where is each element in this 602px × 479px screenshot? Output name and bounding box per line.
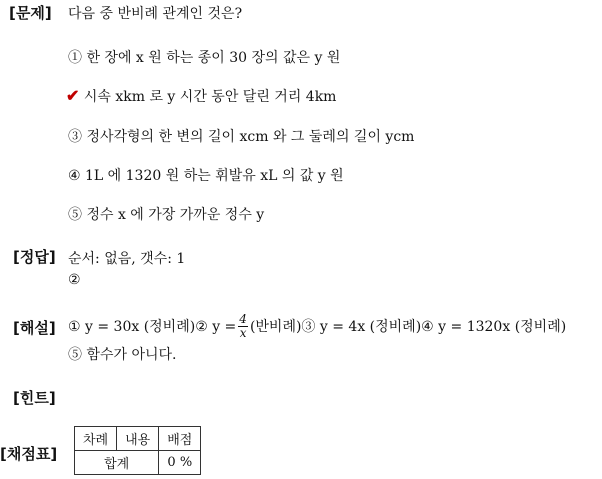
option-4-marker: ④ (68, 168, 81, 184)
option-5-text: 정수 x 에 가장 가까운 정수 y (86, 207, 265, 223)
explanation-part-1: ① y = 30x (정비례)② y = (68, 319, 237, 335)
option-5[interactable] (68, 204, 264, 224)
rubric-label: [채점표] (0, 445, 58, 463)
answer-value: ② (68, 272, 81, 288)
rubric-total-row (75, 451, 201, 475)
question-text: 다음 중 반비례 관계인 것은? (68, 6, 243, 22)
option-1-marker: ① (68, 50, 82, 66)
rubric-header-score: 배점 (159, 427, 201, 451)
rubric-header-content: 내용 (117, 427, 159, 451)
option-3[interactable] (68, 126, 414, 146)
option-4[interactable] (68, 165, 344, 185)
rubric-header-row (75, 427, 201, 451)
rubric-table (74, 426, 201, 475)
answer-label: [정답] (13, 248, 56, 266)
rubric-total-label: 합계 (75, 451, 159, 475)
problem-label: [문제] (9, 4, 52, 22)
option-3-marker: ③ (68, 129, 82, 145)
explanation-line-1 (68, 308, 566, 344)
option-1[interactable] (68, 47, 340, 67)
option-4-text: 1L 에 1320 원 하는 휘발유 xL 의 값 y 원 (85, 168, 344, 184)
option-2-text: 시속 xkm 로 y 시간 동안 달린 거리 4km (83, 89, 337, 105)
answer-summary: 순서: 없음, 갯수: 1 (68, 251, 186, 267)
rubric-header-order: 차례 (75, 427, 117, 451)
rubric-total-value: 0 % (159, 451, 201, 475)
fraction-denominator: x (239, 325, 247, 340)
fraction-numerator: 4 (239, 311, 247, 326)
check-icon: ✔ (66, 86, 80, 105)
option-3-text: 정사각형의 한 변의 길이 xcm 와 그 둘레의 길이 ycm (86, 129, 415, 145)
explanation-line-2: ⑤ 함수가 아니다. (68, 347, 177, 363)
hint-label: [힌트] (13, 389, 56, 407)
explanation-part-2: (반비례)③ y = 4x (정비례)④ y = 1320x (정비례) (249, 319, 567, 335)
option-2[interactable] (66, 86, 336, 106)
explanation-label: [해설] (13, 319, 56, 337)
option-1-text: 한 장에 x 원 하는 종이 30 장의 값은 y 원 (86, 50, 341, 66)
fraction (238, 313, 248, 340)
option-5-marker: ⑤ (68, 207, 82, 223)
